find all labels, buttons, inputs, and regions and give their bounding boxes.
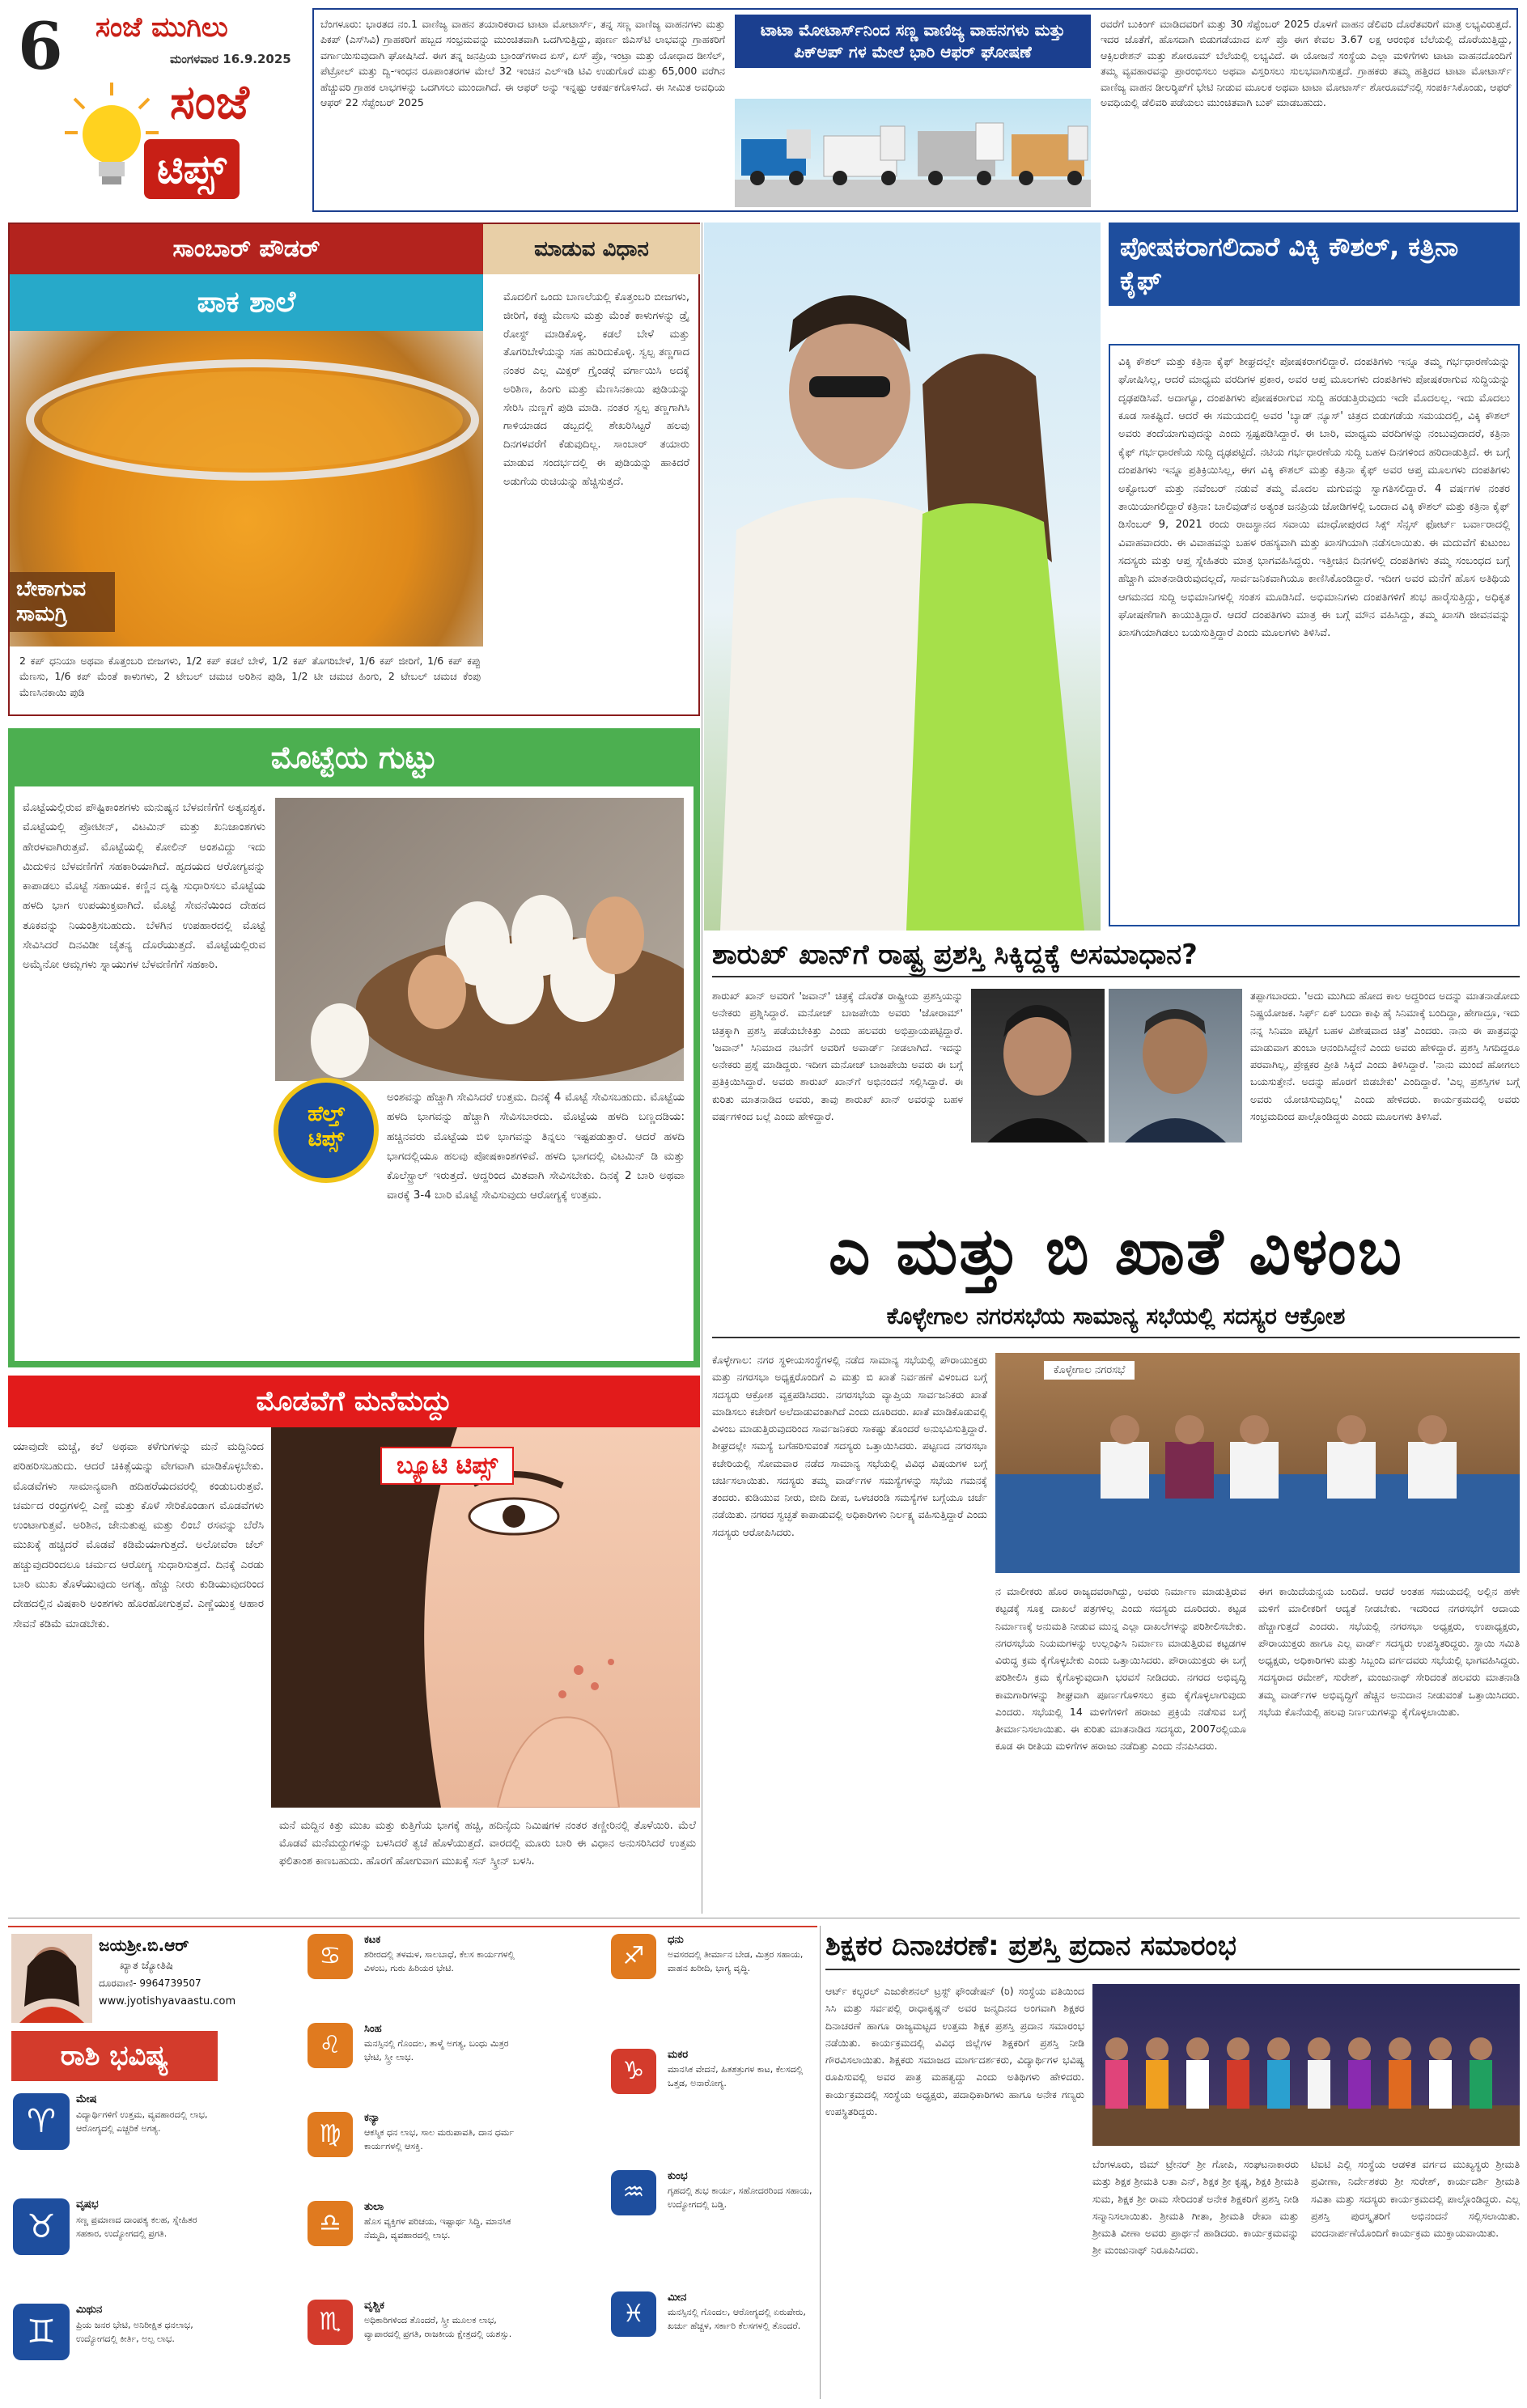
council-banner: ಕೊಳ್ಳೇಗಾಲ ನಗರಸಭೆ: [1044, 1361, 1135, 1380]
health-tips-line1: ಹೆಲ್ತ್: [308, 1102, 345, 1126]
teachers-award-photo: [1092, 1984, 1520, 2146]
kitchen-label: ಪಾಕ ಶಾಲೆ: [10, 274, 483, 331]
virgo-icon: ♍: [308, 2112, 353, 2157]
sagittarius-icon: ♐: [611, 1934, 656, 1979]
sign-name-sagittarius: ಧನು: [668, 1934, 684, 1946]
sign-text-capricorn: ಮಾನಸಿಕ ವೇದನೆ, ಹಿತಶತ್ರುಗಳ ಕಾಟ, ಕೆಲಸದಲ್ಲಿ ಒತ್ತಡ, ಅನಾರೋಗ್ಯ.: [668, 2064, 804, 2088]
egg-body: [15, 786, 694, 1361]
sign-text-virgo: ಆಕಸ್ಮಿಕ ಧನ ಲಾಭ, ಸಾಲ ಮರುಪಾವತಿ, ದಾನ ಧರ್ಮ ಕಾರ್ಯಗಳಲ್ಲಿ ಆಸಕ್ತಿ.: [364, 2127, 515, 2152]
sambar-method-text: ಮೊದಲಿಗೆ ಒಂದು ಬಾಣಲೆಯಲ್ಲಿ ಕೊತ್ತಂಬರಿ ಬೀಜಗಳು, ಜೀರಿಗೆ, ಕಪ್ಪು ಮೆಣಸು ಮತ್ತು ಮೆಂತೆ ಕಾಳುಗಳನ್ನು ಡ್ರೈ ರೋಸ್ಟ್ ಮಾಡಿಕೊಳ್ಳಿ. ಕಡಲೆ ಬೇಳೆ ಮತ್ತು ತೊಗರಿಬೇಳೆಯನ್ನು ಸಹ ಹುರಿದುಕೊಳ್ಳಿ. ಸ್ವಲ್ಪ ತಣ್ಣಗಾದ ನಂತರ ಎಲ್ಲ ಮಿಕ್ಸರ್ ಗ್ರೈಂಡರ್‍ಗೆ ವರ್ಗಾಯಿಸಿ ಅದಕ್ಕೆ ಅರಿಶಿಣ, ಹಿಂಗು ಮತ್ತು ಮೆಣಸಿನಕಾಯಿ ಪುಡಿಯನ್ನು ಸೇರಿಸಿ ನುಣ್ಣಗೆ ಪುಡಿ ಮಾಡಿ. ನಂತರ ಸ್ವಲ್ಪ ತಣ್ಣಗಾಗಿಸಿ ಗಾಳಿಯಾಡದ ಡಬ್ಬದಲ್ಲಿ ಶೇಖರಿಸಿಟ್ಟರೆ ಹಲವು ದಿನಗಳವರೆಗೆ ಕೆಡುವುದಿಲ್ಲ. ಸಾಂಬಾರ್ ತಯಾರು ಮಾಡುವ ಸಂದರ್ಭದಲ್ಲಿ ಈ ಪುಡಿಯನ್ನು ಹಾಕಿದರೆ ಅಡುಗೆಯ ರುಚಿಯನ್ನು ಹೆಚ್ಚಿಸುತ್ತದೆ.: [503, 291, 689, 488]
astrologer-website: www.jyotishyavaastu.com: [99, 1995, 236, 2007]
shahrukh-photo: [971, 989, 1105, 1143]
egg-title: ಮೊಟ್ಟೆಯ ಗುಟ್ಟು: [270, 740, 438, 775]
sign-name-libra: ತುಲಾ: [364, 2201, 384, 2213]
sign-text-libra: ಹೊಸ ವ್ಯಕ್ತಿಗಳ ಪರಿಚಯ, ಇಷ್ಟಾರ್ಥ ಸಿದ್ಧಿ, ಮಾನಸಿಕ ನೆಮ್ಮದಿ, ವ್ಯವಹಾರದಲ್ಲಿ ಲಾಭ.: [364, 2216, 511, 2241]
gemini-icon: ♊: [13, 2304, 70, 2360]
top-news-headline: ಟಾಟಾ ಮೋಟಾರ್ಸ್‌ನಿಂದ ಸಣ್ಣ ವಾಣಿಜ್ಯ ವಾಹನಗಳು ಮತ್ತು ಪಿಕ್‌ಅಪ್ ಗಳ ಮೇಲೆ ಭಾರಿ ಆಫರ್ ಘೋಷಣೆ: [735, 15, 1091, 68]
horoscope-section: [8, 1926, 817, 2399]
truck-image: [735, 99, 1091, 207]
astrologer-title: ಖ್ಯಾತ ಜ್ಯೋತಿಷಿ: [120, 1960, 173, 1972]
scorpio-icon: ♏: [308, 2300, 353, 2345]
teachers-col2: ಬೆಂಗಳೂರು, ಜಿಮ್ ಟ್ರೇನರ್ ಶ್ರೀ ಗೋಪಿ, ಸಂಘಟನಾಕಾರರು ಮತ್ತು ಶಿಕ್ಷಕ ಶ್ರೀಮತಿ ಲತಾ ಎನ್, ಶಿಕ್ಷಕ ಶ್ರೀ ಕೃಷ್ಣ, ಶಿಕ್ಷಕಿ ಶ್ರೀಮತಿ ಸುಮ, ಶಿಕ್ಷಕ ಶ್ರೀ ರಾಮ ಸೇರಿದಂತೆ ಅನೇಕ ಶಿಕ್ಷಕರಿಗೆ ಪ್ರಶಸ್ತಿ ನೀಡಿ ಸನ್ಮಾನಿಸಲಾಯಿತು. ಶ್ರೀಮತಿ ಗೀತಾ, ಶ್ರೀಮತಿ ರೇಖಾ ಮತ್ತು ಶ್ರೀಮತಿ ವೀಣಾ ಅವರು ಪ್ರಾರ್ಥನೆ ಹಾಡಿದರು. ಕಾರ್ಯಕ್ರಮವನ್ನು ಶ್ರೀ ಮಂಜುನಾಥ್ ನಿರೂಪಿಸಿದರು.: [1092, 2158, 1299, 2257]
leo-icon: ♌: [308, 2023, 353, 2068]
vicky-body: ವಿಕ್ಕಿ ಕೌಶಲ್ ಮತ್ತು ಕತ್ರಿನಾ ಕೈಫ್ ಶೀಘ್ರದಲ್ಲೇ ಪೋಷಕರಾಗಲಿದ್ದಾರೆ. ದಂಪತಿಗಳು ಇನ್ನೂ ತಮ್ಮ ಗರ್ಭಧಾರಣೆಯನ್ನು ಘೋಷಿಸಿಲ್ಲ, ಆದರೆ ಮಾಧ್ಯಮ ವರದಿಗಳ ಪ್ರಕಾರ, ಅವರ ಆಪ್ತ ಮೂಲಗಳು ದಂಪತಿಗಳು ಪೋಷಕರಾಗುವ ಸುದ್ದಿಯನ್ನು ದೃಢಪಡಿಸಿವೆ. ಅದಾಗ್ಯೂ, ದಂಪತಿಗಳು ಪೋಷಕರಾಗುವ ಸುದ್ದಿ ಹರಡುತ್ತಿರುವುದು ಇದೇ ಮೊದಲಲ್ಲ. ಇದು ಮೊದಲು ಕೂಡ ಸಾಕಷ್ಟಿದೆ. ಆದರೆ ಈ ಸಮಯದಲ್ಲಿ ಅವರ 'ಬ್ಯಾಡ್ ನ್ಯೂಸ್' ಚಿತ್ರದ ಬಿಡುಗಡೆಯ ಸಮಯದಲ್ಲಿ, ವಿಕ್ಕಿ ಕೌಶಲ್ ಅವರು ತಂದೆಯಾಗುವುದನ್ನು ಎಂದು ಸ್ಪಷ್ಟಪಡಿಸಿದ್ದಾರೆ. ಈ ಬಾರಿ, ಮಾಧ್ಯಮ ವರದಿಗಳನ್ನು ನಂಬುವುದಾದರೆ, ಕತ್ರಿನಾ ಕೈಫ್ ಗರ್ಭಧಾರಣೆಯ ಸುದ್ದಿ ದೃಢಪಟ್ಟಿದೆ. ನಟಿಯ ಗರ್ಭಧಾರಣೆಯ ಸುದ್ದಿ ಬಹಳ ದಿನಗಳಿಂದ ಹರಿದಾಡುತ್ತಿದೆ. ಈ ಬಗ್ಗೆ ದಂಪತಿಗಳು ಇನ್ನೂ ಪ್ರತಿಕ್ರಿಯಿಸಿಲ್ಲ, ಈಗ ವಿಕ್ಕಿ ಕೌಶಲ್ ಮತ್ತು ಕತ್ರಿನಾ ಕೈಫ್ ಅವರ ಆಪ್ತ ಮೂಲಗಳು ದಂಪತಿಗಳು ಅಕ್ಟೋಬರ್ ಮತ್ತು ನವೆಂಬರ್ ನಡುವೆ ತಮ್ಮ ಮೊದಲ ಮಗುವನ್ನು ಸ್ವಾಗತಿಸಲಿದ್ದಾರೆ. 4 ವರ್ಷಗಳ ನಂತರ ತಾಯಿಯಾಗಲಿದ್ದಾರೆ ಕತ್ರಿನಾ: ಬಾಲಿವುಡ್‍ನ ಅತ್ಯಂತ ಜನಪ್ರಿಯ ಜೋಡಿಗಳಲ್ಲಿ ಒಂದಾದ ವಿಕ್ಕಿ ಕೌಶಲ್ ಮತ್ತು ಕತ್ರಿನಾ ಕೈಫ್ ಡಿಸೆಂಬರ್ 9, 2021 ರಂದು ರಾಜಸ್ಥಾನದ ಸವಾಯಿ ಮಾಧೋಪುರದ ಸಿಕ್ಸ್ ಸೆನ್ಸಸ್ ಫೋರ್ಟ್ ಬರ್ವಾರಾದಲ್ಲಿ ವಿವಾಹವಾದರು. ಈ ವಿವಾಹವನ್ನು ಬಹಳ ರಹಸ್ಯವಾಗಿ ಮತ್ತು ಖಾಸಗಿಯಾಗಿ ನಡೆಸಲಾಯಿತು. ಈ ಮದುವೆಗೆ ಕುಟುಂಬ ಸದಸ್ಯರು ಮತ್ತು ಆಪ್ತ ಸ್ನೇಹಿತರು ಮಾತ್ರ ಭಾಗವಹಿಸಿದ್ದರು. ಇತ್ತೀಚಿನ ದಿನಗಳಲ್ಲಿ ದಂಪತಿಗಳು ತಮ್ಮ ಸಂಬಂಧದ ಬಗ್ಗೆ ಹೆಚ್ಚಾಗಿ ಮಾತನಾಡಿರುವುದಲ್ಲದೆ, ಸಾರ್ವಜನಿಕವಾಗಿಯೂ ಕಾಣಿಸಿಕೊಂಡಿದ್ದಾರೆ. ಇದೀಗ ಅವರ ಮನೆಗೆ ಹೊಸ ಅತಿಥಿಯ ಆಗಮನದ ಸುದ್ದಿ ಅಭಿಮಾನಿಗಳಲ್ಲಿ ಸಂತಸ ಮೂಡಿಸಿದೆ. ಅಭಿಮಾನಿಗಳು ದಂಪತಿಗಳಿಗೆ ಶುಭ ಹಾರೈಸುತ್ತಿದ್ದು, ಅಧಿಕೃತ ಘೋಷಣೆಗಾಗಿ ಕಾಯುತ್ತಿದ್ದಾರೆ. ಆದರೆ ದಂಪತಿಗಳು ಮಾತ್ರ ಈ ಬಗ್ಗೆ ಮೌನ ವಹಿಸಿದ್ದು, ತಮ್ಮ ಖಾಸಗಿ ಜೀವನವನ್ನು ಖಾಸಗಿಯಾಗಿಡಲು ಬಯಸುತ್ತಿದ್ದಾರೆ ಎಂದು ಮೂಲಗಳು ತಿಳಿಸಿವೆ.: [1118, 356, 1510, 640]
khata-headline: ಎ ಮತ್ತು ಬಿ ಖಾತೆ ವಿಳಂಬ: [829, 1214, 1403, 1289]
health-tips-line2: ಟಿಪ್ಸ್: [308, 1127, 345, 1151]
sign-name-gemini: ಮಿಥುನ: [76, 2304, 103, 2316]
manoj-photo: [1109, 989, 1242, 1143]
sign-text-pisces: ಮನಸ್ಸಿನಲ್ಲಿ ಗೊಂದಲ, ಆರೋಗ್ಯದಲ್ಲಿ ಏರುಪೇರು, ಖರ್ಚು ಹೆಚ್ಚಳ, ಸರ್ಕಾರಿ ಕೆಲಸಗಳಲ್ಲಿ ತೊಂದರೆ.: [668, 2307, 806, 2331]
ingredients-label: ಬೇಕಾಗುವ ಸಾಮಗ್ರಿ: [10, 572, 115, 632]
paper-name: ಸಂಜೆ ಮುಗಿಲು: [95, 11, 228, 44]
aquarius-icon: ♒: [611, 2170, 656, 2215]
sign-text-aries: ವಿದ್ಯಾರ್ಥಿಗಳಿಗೆ ಉತ್ತಮ, ವ್ಯವಹಾರದಲ್ಲಿ ಲಾಭ, ಆರೋಗ್ಯದಲ್ಲಿ ಎಚ್ಚರಿಕೆ ಅಗತ್ಯ.: [76, 2109, 208, 2134]
egg-left-text: ಮೊಟ್ಟೆಯಲ್ಲಿರುವ ಪೌಷ್ಟಿಕಾಂಶಗಳು ಮನುಷ್ಯನ ಬೆಳವಣಿಗೆಗೆ ಅತ್ಯವಶ್ಯಕ. ಮೊಟ್ಟೆಯಲ್ಲಿ ಪ್ರೋಟೀನ್, ವಿಟಮಿನ್ ಮತ್ತು ಖನಿಜಾಂಶಗಳು ಹೇರಳವಾಗಿರುತ್ತವೆ. ಮೊಟ್ಟೆಯಲ್ಲಿ ಕೋಲಿನ್ ಅಂಶವಿದ್ದು ಇದು ಮಿದುಳಿನ ಬೆಳವಣಿಗೆಗೆ ಸಹಕಾರಿಯಾಗಿದೆ. ಹೃದಯದ ಆರೋಗ್ಯವನ್ನು ಕಾಪಾಡಲು ಮೊಟ್ಟೆ ಸಹಾಯಕ. ಕಣ್ಣಿನ ದೃಷ್ಟಿ ಸುಧಾರಿಸಲು ಮೊಟ್ಟೆಯ ಹಳದಿ ಭಾಗ ಉಪಯುಕ್ತವಾಗಿದೆ. ಮೊಟ್ಟೆ ಸೇವನೆಯಿಂದ ದೇಹದ ತೂಕವನ್ನು ನಿಯಂತ್ರಿಸಬಹುದು. ಬೆಳಗಿನ ಉಪಹಾರದಲ್ಲಿ ಮೊಟ್ಟೆ ಸೇವಿಸಿದರೆ ದಿನವಿಡೀ ಚೈತನ್ಯ ದೊರೆಯುತ್ತದೆ. ಮೊಟ್ಟೆಯಲ್ಲಿರುವ ಅಮೈನೋ ಆಮ್ಲಗಳು ಸ್ನಾಯುಗಳ ಬೆಳವಣಿಗೆಗೆ ಸಹಕಾರಿ.: [23, 801, 265, 972]
eggs-image: [275, 798, 684, 1081]
sign-text-taurus: ಸಣ್ಣ ಪ್ರಮಾಣದ ದಾಂಪತ್ಯ ಕಲಹ, ಸ್ನೇಹಿತರ ಸಹಕಾರ, ಉದ್ಯೋಗದಲ್ಲಿ ಪ್ರಗತಿ.: [76, 2215, 197, 2239]
astrologer-name: ಜಯಶ್ರೀ.ಬಿ.ಆರ್: [99, 1935, 189, 1955]
astrologer-phone: ದೂರವಾಣಿ- 9964739507: [99, 1978, 201, 1989]
shahrukh-col1: ಶಾರುಖ್ ಖಾನ್ ಅವರಿಗೆ 'ಜವಾನ್' ಚಿತ್ರಕ್ಕೆ ದೊರೆತ ರಾಷ್ಟ್ರೀಯ ಪ್ರಶಸ್ತಿಯನ್ನು ಅನೇಕರು ಪ್ರಶ್ನಿಸಿದ್ದಾರೆ. ಮನೋಜ್ ಬಾಜಪೇಯಿ ಅವರು 'ಜೋರಾಮ್' ಚಿತ್ರಕ್ಕಾಗಿ ಪ್ರಶಸ್ತಿ ಪಡೆಯಬೇಕಿತ್ತು ಎಂದು ಹಲವರು ಅಭಿಪ್ರಾಯಪಟ್ಟಿದ್ದಾರೆ. 'ಜವಾನ್' ಸಿನಿಮಾದ ನಟನೆಗೆ ಅವರಿಗೆ ಅವಾರ್ಡ್ ನೀಡಲಾಗಿದೆ. ಇದನ್ನು ಅನೇಕರು ಪ್ರಶ್ನೆ ಮಾಡಿದ್ದರು. ಇದೀಗ ಮನೋಜ್ ಬಾಜಪೇಯಿ ಅವರು ಈ ಬಗ್ಗೆ ಪ್ರತಿಕ್ರಿಯಿಸಿದ್ದಾರೆ. ಅವರು ಶಾರುಖ್ ಖಾನ್‌ಗೆ ಅಭಿನಂದನೆ ಸಲ್ಲಿಸಿದ್ದಾರೆ. ಈ ಕುರಿತು ಮಾತನಾಡಿದ ಅವರು, ತಾವು ಶಾರುಖ್ ಖಾನ್ ಅವರನ್ನು ಬಹಳ ವರ್ಷಗಳಿಂದ ಬಲ್ಲೆ ಎಂದು ಹೇಳಿದ್ದಾರೆ.: [712, 990, 963, 1122]
council-meeting-photo: [995, 1353, 1520, 1573]
horoscope-heading: ರಾಶಿ ಭವಿಷ್ಯ: [11, 2031, 218, 2081]
teachers-headline: ಶಿಕ್ಷಕರ ದಿನಾಚರಣೆ: ಪ್ರಶಸ್ತಿ ಪ್ರದಾನ ಸಮಾರಂಭ: [825, 1930, 1520, 1970]
aries-icon: ♈: [13, 2093, 70, 2150]
teachers-col1: ಆರ್ಟ್ ಕಲ್ಚರಲ್ ಎಜುಕೇಶನಲ್ ಟ್ರಸ್ಟ್ ಫೌಂಡೇಷನ್ (ರಿ) ಸಂಸ್ಥೆಯ ವತಿಯಿಂದ ಸಿಸಿ ಮತ್ತು ಸರ್ವಪಲ್ಲಿ ರಾಧಾಕೃಷ್ಣನ್ ಅವರ ಜನ್ಮದಿನದ ಅಂಗವಾಗಿ ಶಿಕ್ಷಕರ ದಿನಾಚರಣೆ ಹಾಗೂ ರಾಜ್ಯಮಟ್ಟದ ಉತ್ತಮ ಶಿಕ್ಷಕ ಪ್ರಶಸ್ತಿ ಪ್ರದಾನ ಸಮಾರಂಭ ನಡೆಯಿತು. ಕಾರ್ಯಕ್ರಮದಲ್ಲಿ ವಿವಿಧ ಜಿಲ್ಲೆಗಳ ಶಿಕ್ಷಕರಿಗೆ ಪ್ರಶಸ್ತಿ ನೀಡಿ ಗೌರವಿಸಲಾಯಿತು. ಶಿಕ್ಷಕರು ಸಮಾಜದ ಮಾರ್ಗದರ್ಶಕರು, ವಿದ್ಯಾರ್ಥಿಗಳ ಭವಿಷ್ಯ ರೂಪಿಸುವಲ್ಲಿ ಅವರ ಪಾತ್ರ ಮಹತ್ವದ್ದು ಎಂದು ಅತಿಥಿಗಳು ಹೇಳಿದರು. ಕಾರ್ಯಕ್ರಮದಲ್ಲಿ ಸಂಸ್ಥೆಯ ಅಧ್ಯಕ್ಷರು, ಪದಾಧಿಕಾರಿಗಳು ಹಾಗೂ ಅನೇಕ ಗಣ್ಯರು ಉಪಸ್ಥಿತರಿದ್ದರು.: [825, 1985, 1084, 2118]
top-news-ad: [735, 15, 1091, 207]
capricorn-icon: ♑: [611, 2049, 656, 2094]
sign-name-aquarius: ಕುಂಭ: [668, 2170, 688, 2182]
beauty-tips-label: ಬ್ಯೂಟಿ ಟಿಪ್ಸ್: [380, 1447, 514, 1485]
khata-col1: ಕೊಳ್ಳೇಗಾಲ: ನಗರ ಸ್ಥಳೀಯಸಂಸ್ಥೆಗಳಲ್ಲಿ ನಡೆದ ಸಾಮಾನ್ಯ ಸಭೆಯಲ್ಲಿ ಪೌರಾಯುಕ್ತರು ಮತ್ತು ನಗರಸಭಾ ಅಧ್ಯಕ್ಷರೊಂದಿಗೆ ಎ ಮತ್ತು ಬಿ ಖಾತೆ ನಿರ್ವಹಣೆ ವಿಳಂಬದ ಬಗ್ಗೆ ಸದಸ್ಯರು ಆಕ್ರೋಶ ವ್ಯಕ್ತಪಡಿಸಿದರು. ನಗರಸಭೆಯ ವ್ಯಾಪ್ತಿಯ ಸಾರ್ವಜನಿಕರು ಖಾತೆ ಮಾಡಿಸಲು ಕಚೇರಿಗೆ ಅಲೆದಾಡುವಂತಾಗಿದೆ ಎಂದು ದೂರಿದರು. ಖಾತೆ ಮಾಡಿಕೊಡುವಲ್ಲಿ ವಿಳಂಬ ಮಾಡುತ್ತಿರುವುದರಿಂದ ಸಾರ್ವಜನಿಕರು ಸಾಕಷ್ಟು ತೊಂದರೆ ಅನುಭವಿಸುತ್ತಿದ್ದಾರೆ. ಶೀಘ್ರದಲ್ಲೇ ಸಮಸ್ಯೆ ಬಗೆಹರಿಸುವಂತೆ ಸದಸ್ಯರು ಒತ್ತಾಯಿಸಿದರು. ಪಟ್ಟಣದ ನಗರಸಭಾ ಕಚೇರಿಯಲ್ಲಿ ಸೋಮವಾರ ನಡೆದ ಸಾಮಾನ್ಯ ಸಭೆಯಲ್ಲಿ ವಿವಿಧ ವಿಷಯಗಳ ಬಗ್ಗೆ ಚರ್ಚಿಸಲಾಯಿತು. ಸದಸ್ಯರು ತಮ್ಮ ವಾರ್ಡ್‌ಗಳ ಸಮಸ್ಯೆಗಳನ್ನು ಸಭೆಯ ಗಮನಕ್ಕೆ ತಂದರು. ಕುಡಿಯುವ ನೀರು, ಬೀದಿ ದೀಪ, ಒಳಚರಂಡಿ ಸಮಸ್ಯೆಗಳ ಬಗ್ಗೆಯೂ ಚರ್ಚೆ ನಡೆಯಿತು. ನಗರದ ಸ್ವಚ್ಛತೆ ಕಾಪಾಡುವಲ್ಲಿ ಅಧಿಕಾರಿಗಳು ನಿರ್ಲಕ್ಷ್ಯ ವಹಿಸುತ್ತಿದ್ದಾರೆ ಎಂದು ಸದಸ್ಯರು ಆರೋಪಿಸಿದರು.: [712, 1354, 987, 1538]
taurus-icon: ♉: [13, 2198, 70, 2255]
top-news-lead-right: ರವರೆಗೆ ಬುಕಿಂಗ್ ಮಾಡಿದವರಿಗೆ ಮತ್ತು 30 ಸೆಪ್ಟೆಂಬರ್ 2025 ರೊಳಗೆ ವಾಹನ ಡೆಲಿವರಿ ದೊರೆತವರಿಗೆ ಮಾತ್ರ ಲಭ್ಯವಿರುತ್ತದೆ. ಇದರ ಜೊತೆಗೆ, ಹೊಸದಾಗಿ ಬಿಡುಗಡೆಯಾದ ಏಸ್ ಪ್ರೊ ಈಗ ಕೇವಲ 3.67 ಲಕ್ಷ ಆರಂಭಿಕ ಬೆಲೆಯಲ್ಲಿ ದೊರೆಯುತ್ತಿದ್ದು, ಆಕ್ಸಿಲರೇಶನ್ ಮತ್ತು ಶೋರೂಮ್ ಬೆಲೆಯಲ್ಲಿ ಲಭ್ಯವಿದೆ. ಈ ಯೋಜನೆ ಸಂಸ್ಥೆಯ ಎಲ್ಲಾ ಮಳಿಗೆಗಳು ಟಾಟಾ ವಾಹನದೊಂದಿಗೆ ತಮ್ಮ ವ್ಯವಹಾರವನ್ನು ಪ್ರಾರಂಭಿಸಲು ಅಥವಾ ವಿಸ್ತರಿಸಲು ಸುಲಭವಾಗಿಸುತ್ತದೆ. ಗ್ರಾಹಕರು ತಮ್ಮ ಹತ್ತಿರದ ಟಾಟಾ ಮೋಟಾರ್ಸ್ ವಾಣಿಜ್ಯ ವಾಹನ ಡೀಲರ್‍ಶಿಪ್‍ಗೆ ಭೇಟಿ ನೀಡುವ ಮೂಲಕ ಅಥವಾ ಟಾಟಾ ಮೋಟಾರ್ಸ್ ಶೋರೂಮ್‍ನಲ್ಲಿ ಸಂಪರ್ಕಿಸಿಕೊಂಡು, ಆಫರ್ ಅವಧಿಯಲ್ಲಿ ಡೆಲಿವರಿ ಪಡೆಯಲು ಮುಂಚಿತವಾಗಿ ಬುಕ್ ಮಾಡಬಹುದು.: [1101, 18, 1512, 108]
beauty-title: ಮೊಡವೆಗೆ ಮನೆಮದ್ದು: [8, 1376, 700, 1427]
sambar-ingredients-text: 2 ಕಪ್ ಧನಿಯಾ ಅಥವಾ ಕೊತ್ತಂಬರಿ ಬೀಜಗಳು, 1/2 ಕಪ್ ಕಡಲೆ ಬೇಳೆ, 1/2 ಕಪ್ ತೊಗರಿಬೇಳೆ, 1/6 ಕಪ್ ಜೀರಿಗೆ, 1/6 ಕಪ್ ಕಪ್ಪು ಮೆಣಸು, 1/6 ಕಪ್ ಮೆಂತೆ ಕಾಳುಗಳು, 2 ಟೇಬಲ್ ಚಮಚ ಅರಿಶಿನ ಪುಡಿ, 1/2 ಟೀ ಚಮಚ ಹಿಂಗು, 2 ಟೇಬಲ್ ಚಮಚ ಕೆಂಪು ಮೆಣಸಿನಕಾಯಿ ಪುಡಿ: [19, 655, 481, 698]
sign-name-scorpio: ವೃಶ್ಚಿಕ: [364, 2300, 384, 2312]
cancer-icon: ♋: [308, 1934, 353, 1979]
sign-name-leo: ಸಿಂಹ: [364, 2023, 382, 2035]
method-label: ಮಾಡುವ ವಿಧಾನ: [483, 224, 700, 274]
shahrukh-col2: ತಪ್ಪಾಗಬಾರದು. 'ಅದು ಮುಗಿದು ಹೋದ ಕಾಲ ಅದ್ದರಿಂದ ಅದನ್ನು ಮಾತನಾಡೋದು ನಿಷ್ಪ್ರಯೋಜಕ. ಸಿರ್ಫ್ ಏಕ್ ಬಂದಾ ಕಾಫಿ ಹೈ ಸಿನಿಮಾಕ್ಕೆ ಬಂದಿದ್ದಾ, ಹೇಗಾದ್ರೂ, ಇದು ನನ್ನ ಸಿನಿಮಾ ಪಟ್ಟಿಗೆ ಬಹಳ ವಿಶೇಷವಾದ ಚಿತ್ರ' ಎಂದರು. ನಾನು ಈ ಪಾತ್ರವನ್ನು ಮಾಡುವಾಗ ತುಂಬಾ ಆನಂದಿಸಿದ್ದೇನೆ ಎಂದು ಅವರು ಹೇಳಿದ್ದಾರೆ. ಪ್ರಶಸ್ತಿ ಸಿಗದಿದ್ದರೂ ಪರವಾಗಿಲ್ಲ, ಪ್ರೇಕ್ಷಕರ ಪ್ರೀತಿ ಸಿಕ್ಕಿದೆ ಎಂದು ತಿಳಿಸಿದ್ದಾರೆ. 'ನಾನು ಮುಂದೆ ಹೋಗಲು ಬಯಸುತ್ತೇನೆ. ಅದನ್ನು ಹೊರಗೆ ಬಿಡಬೇಕು' ಎಂದಿದ್ದಾರೆ. 'ಎಲ್ಲ ಪ್ರಶಸ್ತಿಗಳ ಬಗ್ಗೆ ಅವರು ಯೋಚಿಸುವುದಿಲ್ಲ' ಎಂದು ಹೇಳಿದರು. ಕಾರ್ಯಕ್ರಮದಲ್ಲಿ ಅವರು ಸಂಭ್ರಮದಿಂದ ಪಾಲ್ಗೊಂಡಿದ್ದರು ಎಂದು ಮೂಲಗಳು ತಿಳಿಸಿವೆ.: [1250, 990, 1520, 1122]
vicky-katrina-photo: [704, 223, 1101, 931]
sign-text-leo: ಮನಸ್ಸಿನಲ್ಲಿ ಗೊಂದಲ, ತಾಳ್ಮೆ ಅಗತ್ಯ, ಬಂಧು ಮಿತ್ರರ ಭೇಟಿ, ಸ್ತ್ರೀ ಲಾಭ.: [364, 2038, 509, 2062]
issue-date: ಮಂಗಳವಾರ 16.9.2025: [170, 52, 291, 66]
vicky-article: [1109, 223, 1520, 931]
column-divider-bottom: [820, 1926, 821, 2399]
astrologer-photo: [11, 1934, 92, 2023]
beauty-section: [8, 1376, 700, 1906]
pisces-icon: ♓: [611, 2291, 656, 2337]
sambar-section: [8, 223, 700, 716]
sambar-title: ಸಾಂಬಾರ್ ಪೌಡರ್: [10, 224, 483, 274]
sign-text-scorpio: ಅಧಿಕಾರಿಗಳಿಂದ ತೊಂದರೆ, ಸ್ತ್ರೀ ಮೂಲಕ ಲಾಭ, ವ್ಯಾಪಾರದಲ್ಲಿ ಪ್ರಗತಿ, ರಾಜಕೀಯ ಕ್ಷೇತ್ರದಲ್ಲಿ ಯಶಸ್ಸು.: [364, 2315, 512, 2339]
vicky-headline: ಪೋಷಕರಾಗಲಿದಾರೆ ವಿಕ್ಕಿ ಕೌಶಲ್, ಕತ್ರಿನಾ ಕೈಫ್: [1109, 223, 1520, 306]
top-news-lead-left: ಬೆಂಗಳೂರು: ಭಾರತದ ನಂ.1 ವಾಣಿಜ್ಯ ವಾಹನ ತಯಾರಿಕರಾದ ಟಾಟಾ ಮೋಟಾರ್ಸ್, ತನ್ನ ಸಣ್ಣ ವಾಣಿಜ್ಯ ವಾಹನಗಳು ಮತ್ತು ಪಿಕಪ್ (ಎಸ್‍ಸಿವಿ) ಗ್ರಾಹಕರಿಗೆ ಹಬ್ಬದ ಸಂಭ್ರಮವನ್ನು ಮುಂಚಿತವಾಗಿ ಒದಗಿಸುತ್ತಿದ್ದು, ಪೂರ್ಣ ಜಿಎಸ್‍ಟಿ ಲಾಭವನ್ನು ಗ್ರಾಹಕರಿಗೆ ವರ್ಗಾಯಿಸುವುದಾಗಿ ಘೋಷಿಸಿದೆ. ಈಗ ತನ್ನ ಜನಪ್ರಿಯ ಬ್ರಾಂಡ್‍ಗಳಾದ ಏಸ್, ಏಸ್ ಪ್ರೊ, ಇಂಟ್ರಾ ಮತ್ತು ಯೋಧಾದ ಡೀಸೆಲ್, ಪೆಟ್ರೋಲ್ ಮತ್ತು ದ್ವಿ-ಇಂಧನ ರೂಪಾಂತರಗಳ ಮೇಲೆ 32 ಇಂಚಿನ ಎಲ್‍ಇಡಿ ಟಿವಿ ಉಡುಗೊರೆ ಮತ್ತು 65,000 ವರೆಗಿನ ಹೆಚ್ಚುವರಿ ಗ್ರಾಹಕ ಲಾಭಗಳನ್ನು ಒದಗಿಸಲು ಮುಂದಾಗಿದೆ. ಈ ಆಫರ್ ಅನ್ನು ಇನ್ನಷ್ಟು ಆಕರ್ಷಕಗೊಳಿಸಿದೆ. ಈ ಸೀಮಿತ ಅವಧಿಯ ಆಫರ್ 22 ಸೆಪ್ಟೆಂಬರ್ 2025: [320, 18, 725, 108]
beauty-bottom-text: ಮನೆ ಮದ್ದಿನ ಕಿತ್ತು ಮುಖ ಮತ್ತು ಕುತ್ತಿಗೆಯ ಭಾಗಕ್ಕೆ ಹಚ್ಚಿ, ಹದಿನೈದು ನಿಮಿಷಗಳ ನಂತರ ತಣ್ಣೀರಿನಲ್ಲಿ ತೊಳೆಯಿರಿ. ಮೆಲೆ ಮೊಡವೆ ಮನೆಮದ್ದುಗಳನ್ನು ಬಳಸಿದರೆ ತ್ವಚೆ ಹೊಳೆಯುತ್ತದೆ. ವಾರದಲ್ಲಿ ಮೂರು ಬಾರಿ ಈ ವಿಧಾನ ಅನುಸರಿಸಿದರೆ ಉತ್ತಮ ಫಲಿತಾಂಶ ಕಾಣಬಹುದು. ಹೊರಗೆ ಹೋಗುವಾಗ ಮುಖಕ್ಕೆ ಸನ್ ಸ್ಕ್ರೀನ್ ಬಳಸಿ.: [279, 1820, 696, 1868]
page-number: 6: [18, 8, 63, 84]
khata-col2: ನ ಮಾಲೀಕರು ಹೊರ ರಾಜ್ಯದವರಾಗಿದ್ದು, ಅವರು ನಿರ್ಮಾಣ ಮಾಡುತ್ತಿರುವ ಕಟ್ಟಡಕ್ಕೆ ಸೂಕ್ತ ದಾಖಲೆ ಪತ್ರಗಳಿಲ್ಲ ಎಂದು ಸದಸ್ಯರು ದೂರಿದರು. ಕಟ್ಟಡ ನಿರ್ಮಾಣಕ್ಕೆ ಅನುಮತಿ ನೀಡುವ ಮುನ್ನ ಎಲ್ಲಾ ದಾಖಲೆಗಳನ್ನು ಪರಿಶೀಲಿಸಬೇಕು. ನಗರಸಭೆಯ ನಿಯಮಗಳನ್ನು ಉಲ್ಲಂಘಿಸಿ ನಿರ್ಮಾಣ ಮಾಡುತ್ತಿರುವ ಕಟ್ಟಡಗಳ ವಿರುದ್ಧ ಕ್ರಮ ಕೈಗೊಳ್ಳಬೇಕು ಎಂದು ಒತ್ತಾಯಿಸಿದರು. ಪೌರಾಯುಕ್ತರು ಈ ಬಗ್ಗೆ ಪರಿಶೀಲಿಸಿ ಕ್ರಮ ಕೈಗೊಳ್ಳುವುದಾಗಿ ಭರವಸೆ ನೀಡಿದರು. ನಗರದ ಅಭಿವೃದ್ಧಿ ಕಾಮಗಾರಿಗಳನ್ನು ಶೀಘ್ರವಾಗಿ ಪೂರ್ಣಗೊಳಿಸಲು ಕ್ರಮ ಕೈಗೊಳ್ಳಲಾಗುವುದು ಎಂದರು. ಸಭೆಯಲ್ಲಿ 14 ಮಳಿಗೆಗಳಿಗೆ ಹರಾಜು ಪ್ರಕ್ರಿಯೆ ನಡೆಸುವ ಬಗ್ಗೆ ತೀರ್ಮಾನಿಸಲಾಯಿತು. ಈ ಕುರಿತು ಮಾತನಾಡಿದ ಸದಸ್ಯರು, 2007ರಲ್ಲಿಯೂ ಕೂಡ ಈ ರೀತಿಯ ಮಳಿಗೆಗಳ ಹರಾಜು ನಡೆದಿತ್ತು ಎಂದು ನೆನಪಿಸಿದರು.: [995, 1585, 1246, 1753]
libra-icon: ♎: [308, 2201, 353, 2246]
teachers-col3: ಟಿಐಟಿ ಎಲ್ಲಿ ಸಂಸ್ಥೆಯ ಆಡಳಿತ ವರ್ಗದ ಮುಖ್ಯಸ್ಥರು ಶ್ರೀಮತಿ ಪ್ರವೀಣಾ, ನಿರ್ದೇಶಕರು ಶ್ರೀ ಸುರೇಶ್, ಕಾರ್ಯದರ್ಶಿ ಶ್ರೀಮತಿ ಸವಿತಾ ಮತ್ತು ಸದಸ್ಯರು ಕಾರ್ಯಕ್ರಮದಲ್ಲಿ ಪಾಲ್ಗೊಂಡಿದ್ದರು. ಎಲ್ಲ ಪ್ರಶಸ್ತಿ ಪುರಸ್ಕೃತರಿಗೆ ಅಭಿನಂದನೆ ಸಲ್ಲಿಸಲಾಯಿತು. ವಂದನಾರ್ಪಣೆಯೊಂದಿಗೆ ಕಾರ್ಯಕ್ರಮ ಮುಕ್ತಾಯವಾಯಿತು.: [1311, 2158, 1520, 2239]
masthead: [0, 0, 308, 214]
egg-section: [8, 728, 700, 1367]
sign-text-sagittarius: ಅವಸರದಲ್ಲಿ ತೀರ್ಮಾನ ಬೇಡ, ಮಿತ್ರರ ಸಹಾಯ, ವಾಹನ ಖರೀದಿ, ಭಾಗ್ಯ ವೃದ್ಧಿ.: [668, 1949, 804, 1973]
sign-name-pisces: ಮೀನ: [668, 2291, 687, 2304]
top-news-box: [312, 8, 1518, 212]
egg-right-text: ಅಂಶವನ್ನು ಹೆಚ್ಚಾಗಿ ಸೇವಿಸಿದರೆ ಉತ್ತಮ. ದಿನಕ್ಕೆ 4 ಮೊಟ್ಟೆ ಸೇವಿಸಬಹುದು. ಮೊಟ್ಟೆಯ ಹಳದಿ ಭಾಗವನ್ನು ಹೆಚ್ಚಾಗಿ ಸೇವಿಸಬಾರದು. ಮೊಟ್ಟೆಯ ಹಳದಿ ಬಣ್ಣದಡಿಯ: ಹಚ್ಚಿನವರು ಮೊಟ್ಟೆಯ ಬಿಳಿ ಭಾಗವನ್ನು ತಿನ್ನಲು ಇಷ್ಟಪಡುತ್ತಾರೆ. ಆದರೆ ಹಳದಿ ಭಾಗದಲ್ಲಿಯೂ ಹಲವು ಪೋಷಕಾಂಶಗಳಿವೆ. ಹಳದಿ ಭಾಗದಲ್ಲಿ ವಿಟಮಿನ್ ಡಿ ಮತ್ತು ಕೊಲೆಸ್ಟ್ರಾಲ್ ಇರುತ್ತದೆ. ಆದ್ದರಿಂದ ಮಿತವಾಗಿ ಸೇವಿಸಬೇಕು. ದಿನಕ್ಕೆ 2 ಬಾರಿ ಅಥವಾ ವಾರಕ್ಕೆ 3-4 ಬಾರಿ ಮೊಟ್ಟೆ ಸೇವಿಸುವುದು ಆರೋಗ್ಯಕ್ಕೆ ಉತ್ತಮ.: [387, 1091, 685, 1202]
sign-name-virgo: ಕನ್ಯಾ: [364, 2112, 380, 2124]
health-tips-badge: [274, 1078, 379, 1183]
shahrukh-headline: ಶಾರುಖ್ ಖಾನ್‌ಗೆ ರಾಷ್ಟ್ರ ಪ್ರಶಸ್ತಿ ಸಿಕ್ಕಿದ್ದಕ್ಕೆ ಅಸಮಾಧಾನ?: [712, 939, 1520, 977]
sign-text-aquarius: ಗೃಹದಲ್ಲಿ ಶುಭ ಕಾರ್ಯ, ಸಹೋದರರಿಂದ ಸಹಾಯ, ಉದ್ಯೋಗದಲ್ಲಿ ಬಡ್ತಿ.: [668, 2185, 812, 2210]
sign-name-taurus: ವೃಷಭ: [76, 2198, 99, 2211]
section-subtitle: ಟಿಪ್ಸ್: [144, 139, 240, 199]
sign-name-cancer: ಕಟಕ: [364, 1934, 381, 1946]
section-title: ಸಂಜೆ: [170, 74, 249, 129]
khata-subheadline: ಕೊಳ್ಳೇಗಾಲ ನಗರಸಭೆಯ ಸಾಮಾನ್ಯ ಸಭೆಯಲ್ಲಿ ಸದಸ್ಯರ ಆಕ್ರೋಶ: [712, 1303, 1520, 1338]
vicky-body-box: [1109, 344, 1520, 926]
sign-name-aries: ಮೇಷ: [76, 2093, 97, 2105]
sign-name-capricorn: ಮಕರ: [668, 2049, 689, 2061]
beauty-left-text: ಯಾವುದೇ ಮಚ್ಚೆ, ಕಲೆ ಅಥವಾ ಕಳೆಗುಗಳನ್ನು ಮನೆ ಮದ್ದಿನಿಂದ ಪರಿಹರಿಸಬಹುದು. ಆದರೆ ಚಿಕಿತ್ಸೆಯನ್ನು ವೇಗವಾಗಿ ಮಾಡಿಕೊಳ್ಳಬೇಕು. ಮೊಡವೆಗಳು ಸಾಮಾನ್ಯವಾಗಿ ಹದಿಹರೆಯದವರಲ್ಲಿ ಕಂಡುಬರುತ್ತವೆ. ಚರ್ಮದ ರಂಧ್ರಗಳಲ್ಲಿ ಎಣ್ಣೆ ಮತ್ತು ಕೊಳೆ ಸೇರಿಕೊಂಡಾಗ ಮೊಡವೆಗಳು ಉಂಟಾಗುತ್ತವೆ. ಅರಿಶಿನ, ಜೇನುತುಪ್ಪ ಮತ್ತು ಲಿಂಬೆ ರಸವನ್ನು ಬೆರೆಸಿ ಮುಖಕ್ಕೆ ಹಚ್ಚಿದರೆ ಮೊಡವೆ ಕಡಿಮೆಯಾಗುತ್ತದೆ. ಅಲೋವೆರಾ ಜೆಲ್ ಹಚ್ಚುವುದರಿಂದಲೂ ಚರ್ಮದ ಆರೋಗ್ಯ ಸುಧಾರಿಸುತ್ತದೆ. ದಿನಕ್ಕೆ ಎರಡು ಬಾರಿ ಮುಖ ತೊಳೆಯುವುದು ಅಗತ್ಯ. ಹೆಚ್ಚು ನೀರು ಕುಡಿಯುವುದರಿಂದ ದೇಹದಲ್ಲಿನ ವಿಷಕಾರಿ ಅಂಶಗಳು ಹೊರಹೋಗುತ್ತವೆ. ಎಣ್ಣೆಯುಕ್ತ ಆಹಾರ ಸೇವನೆ ಕಡಿಮೆ ಮಾಡಬೇಕು.: [13, 1440, 264, 1630]
khata-col3: ಈಗ ಕಾಯಿದೆಯನ್ವಯ ಬಂದಿದೆ. ಆದರೆ ಅಂತಹ ಸಮಯದಲ್ಲಿ ಅಲ್ಲಿನ ಹಳೇ ಮಳಿಗೆ ಮಾಲೀಕರಿಗೆ ಆದ್ಯತೆ ನೀಡಬೇಕು. ಇದರಿಂದ ನಗರಸಭೆಗೆ ಆದಾಯ ಹೆಚ್ಚಾಗುತ್ತದೆ ಎಂದರು. ಸಭೆಯಲ್ಲಿ ನಗರಸಭಾ ಅಧ್ಯಕ್ಷರು, ಉಪಾಧ್ಯಕ್ಷರು, ಪೌರಾಯುಕ್ತರು ಹಾಗೂ ಎಲ್ಲ ವಾರ್ಡ್ ಸದಸ್ಯರು ಉಪಸ್ಥಿತರಿದ್ದರು. ಸ್ಥಾಯಿ ಸಮಿತಿ ಅಧ್ಯಕ್ಷರು, ಅಧಿಕಾರಿಗಳು ಮತ್ತು ಸಿಬ್ಬಂದಿ ವರ್ಗದವರು ಸಭೆಯಲ್ಲಿ ಭಾಗವಹಿಸಿದ್ದರು. ಸದಸ್ಯರಾದ ರಮೇಶ್, ಸುರೇಶ್, ಮಂಜುನಾಥ್ ಸೇರಿದಂತೆ ಹಲವರು ಮಾತನಾಡಿ ತಮ್ಮ ವಾರ್ಡ್‌ಗಳ ಅಭಿವೃದ್ಧಿಗೆ ಹೆಚ್ಚಿನ ಅನುದಾನ ನೀಡುವಂತೆ ಒತ್ತಾಯಿಸಿದರು. ಸಭೆಯ ಕೊನೆಯಲ್ಲಿ ಹಲವು ನಿರ್ಣಯಗಳನ್ನು ಕೈಗೊಳ್ಳಲಾಯಿತು.: [1258, 1585, 1520, 1718]
sign-text-cancer: ಶರೀರದಲ್ಲಿ ತಳಮಳ, ಸಾಲಬಾಧೆ, ಕೆಲಸ ಕಾರ್ಯಗಳಲ್ಲಿ ವಿಳಂಬ, ಗುರು ಹಿರಿಯರ ಭೇಟಿ.: [364, 1949, 515, 1973]
sign-text-gemini: ಪ್ರಿಯ ಜನರ ಭೇಟಿ, ಅನಿರೀಕ್ಷಿತ ಧನಲಾಭ, ಉದ್ಯೋಗದಲ್ಲಿ ಕೀರ್ತಿ, ಅಲ್ಪ ಲಾಭ.: [76, 2320, 193, 2344]
